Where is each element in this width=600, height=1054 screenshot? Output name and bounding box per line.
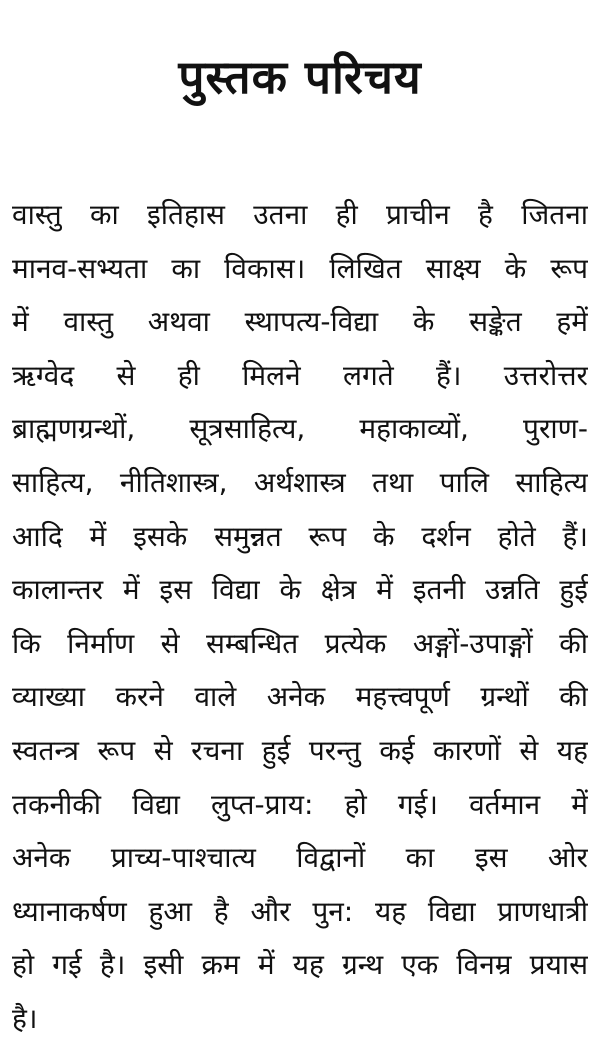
paragraph-line: हो गई है। इसी क्रम में यह ग्रन्थ एक विनम्र प्रयास xyxy=(12,948,588,982)
paragraph-line: ऋग्वेद से ही मिलने लगते हैं। उत्तरोत्तर xyxy=(12,358,588,392)
paragraph-line: मानव-सभ्यता का विकास। लिखित साक्ष्य के रूप xyxy=(12,251,588,285)
paragraph-line: व्याख्या करने वाले अनेक महत्त्वपूर्ण ग्रन्थों की xyxy=(12,680,588,714)
page-title: पुस्तक परिचय xyxy=(178,49,422,104)
paragraph-line: ध्यानाकर्षण हुआ है और पुन: यह विद्या प्राणधात्री xyxy=(12,894,588,928)
introduction-paragraph xyxy=(12,188,588,1046)
paragraph-line: वास्तु का इतिहास उतना ही प्राचीन है जितना xyxy=(12,198,588,231)
paragraph-line: कि निर्माण से सम्बन्धित प्रत्येक अङ्गों-उपाङ्गों की xyxy=(12,626,588,660)
paragraph-line: में वास्तु अथवा स्थापत्य-विद्या के सङ्केत हमें xyxy=(12,305,588,339)
paragraph-line: तकनीकी विद्या लुप्त-प्राय: हो गई। वर्तमान में xyxy=(12,787,588,821)
paragraph-line: स्वतन्त्र रूप से रचना हुई परन्तु कई कारणों से यह xyxy=(12,733,588,767)
paragraph-line: अनेक प्राच्य-पाश्चात्य विद्वानों का इस ओर xyxy=(12,841,588,875)
paragraph-line: आदि में इसके समुन्नत रूप के दर्शन होते हैं। xyxy=(12,519,588,553)
paragraph-line: साहित्य, नीतिशास्त्र, अर्थशास्त्र तथा पालि साहित्य xyxy=(12,465,588,499)
paragraph-line: है। xyxy=(12,1001,38,1035)
paragraph-line: ब्राह्मणग्रन्थों, सूत्रसाहित्य, महाकाव्यों, पुराण- xyxy=(12,412,588,446)
paragraph-line: कालान्तर में इस विद्या के क्षेत्र में इतनी उन्नति हुई xyxy=(12,573,588,607)
